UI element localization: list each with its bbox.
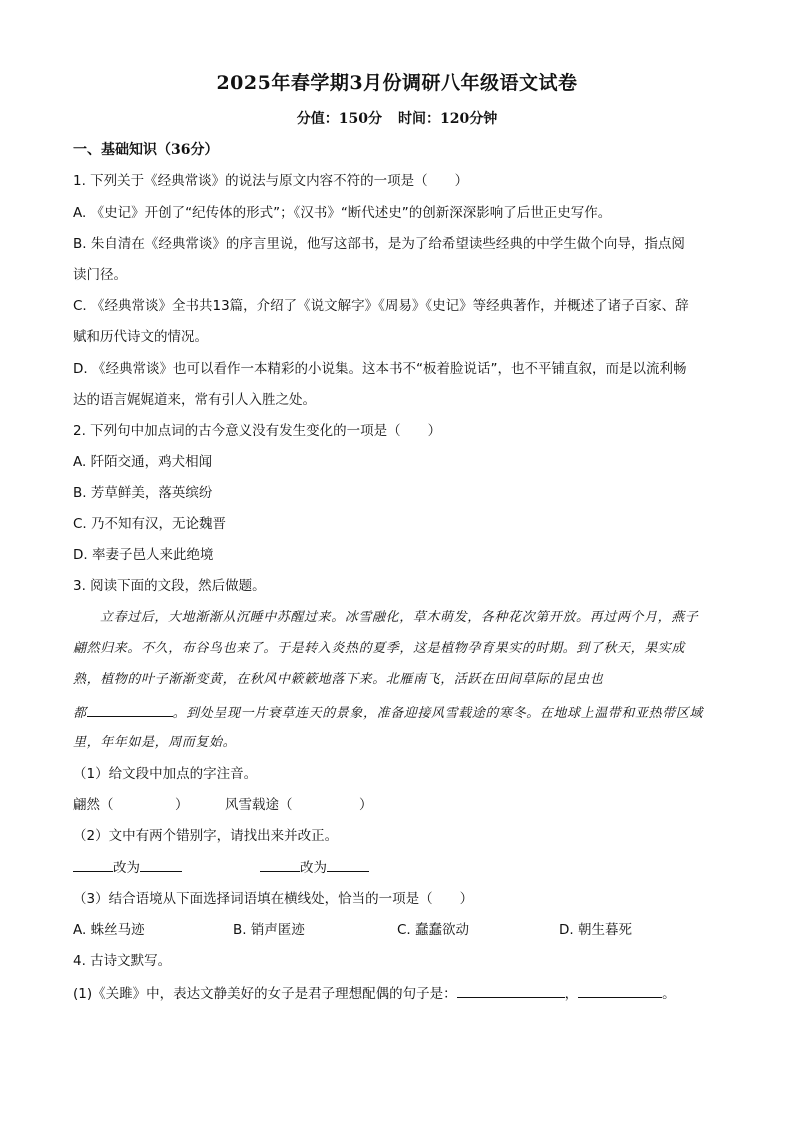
q4-comma: ， — [564, 986, 579, 1002]
passage-line-3: 熟，植物的叶子渐渐变黄，在秋风中簌簌地落下来。北雁南飞，活跃在田间草际的昆虫也 — [73, 672, 604, 687]
q1-option-c-line1: C. 《经典常谈》全书共13篇，介绍了《说文解字》《周易》《史记》等经典著作，并概述了诸子百家、辞 — [73, 298, 689, 314]
q1-option-d-line2: 达的语言娓娓道来，常有引人入胜之处。 — [73, 392, 316, 408]
q1-option-a: A. 《史记》开创了“纪传体的形式”；《汉书》“断代述史”的创新深深影响了后世正史写作。 — [73, 205, 612, 221]
q3-option-a: A. 蛛丝马迹 — [73, 922, 145, 938]
exam-info — [0, 108, 794, 128]
wrong-char-blank-2[interactable] — [260, 857, 300, 872]
change-label-2: 改为 — [300, 860, 327, 876]
passage-line-5: 里，年年如是，周而复始。 — [73, 735, 237, 750]
q3-sub2: （2）文中有两个错别字，请找出来并改正。 — [73, 828, 339, 844]
passage-word: 都 — [73, 706, 87, 721]
wrong-char-blank-1[interactable] — [73, 857, 113, 872]
q2-option-d: D. 率妻子邑人来此绝境 — [73, 547, 214, 563]
q1-option-d-line1: D. 《经典常谈》也可以看作一本精彩的小说集。这本书不“板着脸说话”，也不平铺直叙，而是以流利畅 — [73, 361, 687, 377]
q2-option-c: C. 乃不知有汉，无论魏晋 — [73, 516, 227, 532]
pinyin-close-1: ） — [175, 797, 189, 813]
right-char-blank-1[interactable] — [140, 857, 182, 872]
time-info: 时间：120分钟 — [398, 111, 498, 127]
right-char-blank-2[interactable] — [327, 857, 369, 872]
q1-stem: 1. 下列关于《经典常谈》的说法与原文内容不符的一项是（ ） — [73, 173, 469, 189]
q4-period: 。 — [662, 986, 676, 1002]
passage-blank[interactable] — [87, 702, 173, 717]
page-title: 2025年春学期3月份调研八年级语文试卷 — [216, 72, 578, 94]
q1-option-c-line2: 赋和历代诗文的情况。 — [73, 329, 208, 345]
pinyin-close-2: ） — [359, 797, 373, 813]
change-label-1: 改为 — [113, 860, 140, 876]
passage-text: 。到处呈现一片衰草连天的景象，准备迎接风雪载途的寒冬。在地球上温带和亚热带区域 — [172, 706, 704, 721]
q4-item-1 — [73, 983, 724, 1004]
q4-item-1-text: (1)《关雎》中，表达文静美好的女子是君子理想配偶的句子是： — [73, 986, 457, 1002]
q2-option-b: B. 芳草鲜美，落英缤纷 — [73, 485, 213, 501]
correction-1 — [73, 857, 182, 878]
answer-blank-1[interactable] — [457, 983, 565, 998]
section-heading: 一、基础知识（36分） — [73, 142, 219, 158]
q3-option-d: D. 朝生暮死 — [559, 922, 632, 938]
q3-option-c: C. 蠢蠢欲动 — [397, 922, 470, 938]
pinyin-item-2: 风雪载途（ — [225, 797, 293, 813]
q4-stem: 4. 古诗文默写。 — [73, 953, 172, 969]
passage-line-1: 立春过后，大地渐渐从沉睡中苏醒过来。冰雪融化，草木萌发，各种花次第开放。再过两个月，燕子 — [100, 610, 699, 625]
q1-option-b-line2: 读门径。 — [73, 267, 127, 283]
correction-2 — [260, 857, 369, 878]
passage-line-2: 翩然归来。不久，布谷鸟也来了。于是转入炎热的夏季，这是植物孕育果实的时期。到了秋天，果实成 — [73, 641, 686, 656]
score-info: 分值：150分 — [296, 111, 382, 127]
pinyin-item-1: 翩然（ — [73, 797, 114, 813]
q2-stem: 2. 下列句中加点词的古今意义没有发生变化的一项是（ ） — [73, 423, 442, 439]
q3-sub1: （1）给文段中加点的字注音。 — [73, 766, 258, 782]
answer-blank-2[interactable] — [578, 983, 662, 998]
q3-stem: 3. 阅读下面的文段，然后做题。 — [73, 578, 266, 594]
q3-sub3: （3）结合语境从下面选择词语填在横线处，恰当的一项是（ ） — [73, 891, 474, 907]
q1-option-b-line1: B. 朱自清在《经典常谈》的序言里说，他写这部书，是为了给希望读些经典的中学生做个向导，指点阅 — [73, 236, 685, 252]
q2-option-a: A. 阡陌交通，鸡犬相闻 — [73, 454, 213, 470]
passage-line-4 — [73, 702, 724, 724]
q3-option-b: B. 销声匿迹 — [233, 922, 305, 938]
